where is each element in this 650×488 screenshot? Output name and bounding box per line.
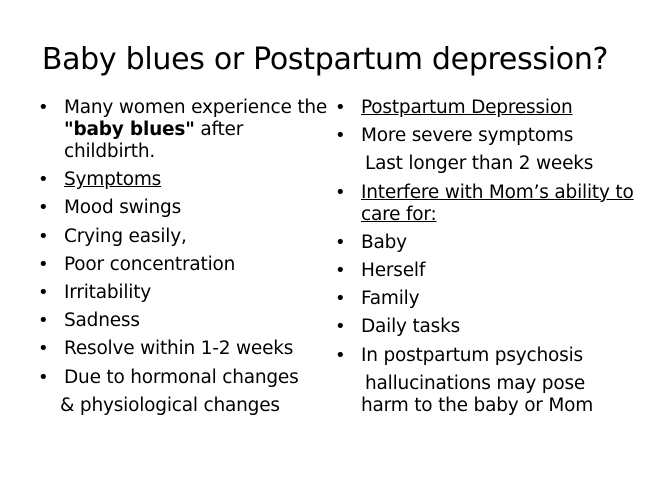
list-item-symptoms — [38, 169, 328, 191]
list-item: • Sadness — [38, 310, 328, 332]
list-item: • Herself — [335, 260, 635, 282]
list-item-interfere — [335, 182, 635, 226]
intro-text-post: after childbirth. — [64, 119, 244, 162]
list-item: • Irritability — [38, 282, 328, 304]
intro-text-bold: "baby blues" — [64, 119, 195, 140]
intro-text-pre: Many women experience the — [64, 97, 328, 118]
ppd-heading: Postpartum Depression — [361, 97, 573, 118]
list-item: • Family — [335, 288, 635, 310]
right-column-list — [335, 97, 635, 423]
left-column-list — [38, 97, 328, 423]
list-item: • Mood swings — [38, 197, 328, 219]
symptoms-heading: Symptoms — [64, 169, 162, 191]
list-item-psychosis: • In postpartum psychosis — [335, 345, 635, 367]
list-item: • Poor concentration — [38, 254, 328, 276]
interfere-text: Interfere with Mom’s ability to care for: — [361, 181, 634, 225]
list-item: • Due to hormonal changes — [38, 367, 328, 389]
list-item-continuation: & physiological changes — [60, 394, 280, 416]
slide-title: Baby blues or Postpartum depression? — [41, 42, 609, 77]
list-item: • Crying easily, — [38, 226, 328, 248]
list-item-ppd-heading — [335, 97, 635, 119]
list-item: • Daily tasks — [335, 316, 635, 338]
list-item-intro — [38, 97, 328, 163]
list-item-severe: • More severe symptoms — [335, 125, 635, 147]
list-item-continuation: harm to the baby or Mom — [361, 394, 594, 416]
list-item: • Baby — [335, 232, 635, 254]
list-item: • Resolve within 1-2 weeks — [38, 338, 328, 360]
list-item-continuation: hallucinations may pose — [365, 372, 586, 394]
list-item-continuation: Last longer than 2 weeks — [365, 153, 594, 175]
